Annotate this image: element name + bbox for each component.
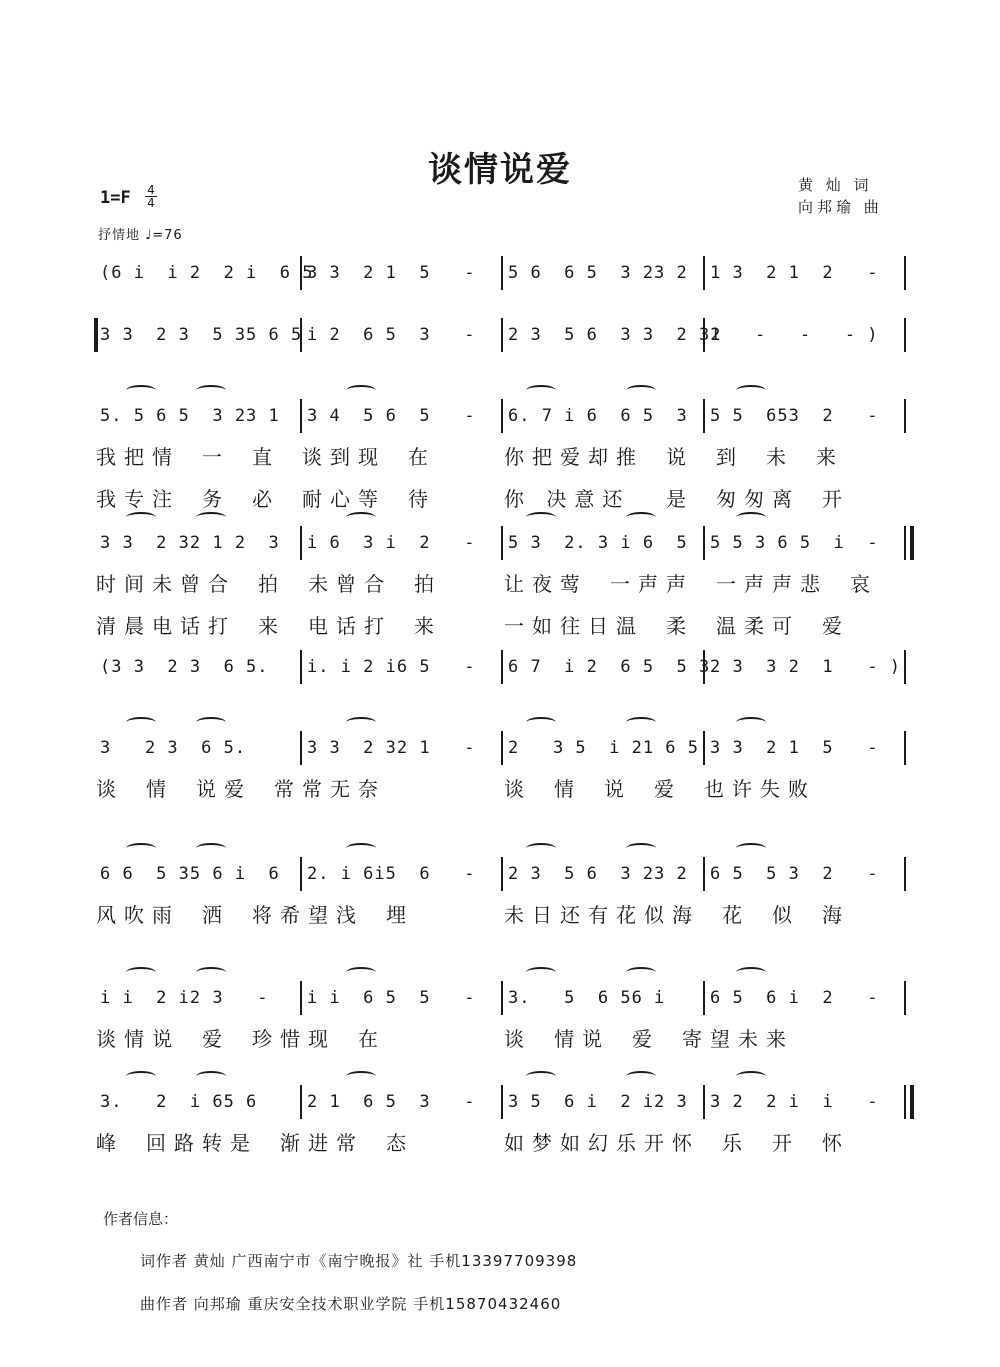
repeat-start-barline [94, 318, 98, 352]
slur-mark [736, 967, 766, 978]
lyric-word: 温柔可 [716, 614, 800, 638]
lyric-line [96, 441, 908, 467]
lyric-word: 拍 [258, 572, 286, 596]
slur-mark [126, 512, 156, 523]
measure: 1 - - - ) [710, 325, 879, 345]
lyric-line [96, 1023, 908, 1049]
barline [501, 526, 503, 560]
slur-mark [346, 967, 376, 978]
slur-mark [626, 717, 656, 728]
lyric-word: 态 [386, 1131, 414, 1155]
lyric-word: 似 [772, 903, 800, 927]
measure: (6 i i 2 2 i 6 5 [100, 263, 314, 283]
tempo-marking: 抒情地 ♩=76 [98, 228, 183, 243]
slur-mark [526, 967, 556, 978]
staff-system [96, 318, 908, 354]
measure: (3 3 2 3 6 5. [100, 657, 269, 677]
lyric-word: 说 [666, 445, 694, 469]
lyric-word: 爱 [632, 1027, 660, 1051]
lyric-word: 直 [252, 445, 280, 469]
measure: i 2 6 5 3 - [307, 325, 476, 345]
barline [703, 1085, 705, 1119]
staff-system [96, 650, 908, 686]
lyric-word: 一如往日温 [504, 614, 644, 638]
staff-system [96, 256, 908, 292]
measure: 5 6 6 5 3 23 2 [508, 263, 688, 283]
lyric-word: 匆匆离 [716, 487, 800, 511]
lyric-word: 哀 [850, 572, 878, 596]
lyric-word: 一 [202, 445, 230, 469]
lyric-word: 电话打 [308, 614, 392, 638]
slur-mark [626, 385, 656, 396]
lyric-word: 常常无奈 [274, 777, 386, 801]
staff-system [96, 981, 908, 1017]
lyric-line [96, 773, 908, 799]
lyric-line [96, 568, 908, 594]
barline [703, 526, 705, 560]
slur-mark [126, 967, 156, 978]
final-barline [910, 1085, 914, 1119]
lyric-word: 来 [816, 445, 844, 469]
lyric-word: 来 [414, 614, 442, 638]
barline [904, 526, 906, 560]
lyric-word: 寄望未来 [682, 1027, 794, 1051]
measure: i i 6 5 5 - [307, 988, 476, 1008]
lyric-word: 务 [202, 487, 230, 511]
slur-mark [126, 717, 156, 728]
measure: 3 5 6 i 2 i2 3 [508, 1092, 688, 1112]
lyric-word: 清晨电话打 [96, 614, 236, 638]
lyricist-info: 词作者 黄灿 广西南宁市《南宁晚报》社 手机13397709398 [140, 1252, 578, 1270]
measure: 3 2 2 i i - [710, 1092, 879, 1112]
slur-mark [736, 843, 766, 854]
lyric-word: 来 [258, 614, 286, 638]
lyric-word: 未 [766, 445, 794, 469]
slur-mark [626, 512, 656, 523]
slur-mark [346, 512, 376, 523]
measure: 3 3 2 3 5 35 6 5 [100, 325, 303, 345]
barline [501, 399, 503, 433]
lyric-word: 必 [252, 487, 280, 511]
lyric-line [96, 899, 908, 925]
barline [300, 650, 302, 684]
measure: 3 3 2 32 1 2 3 [100, 533, 280, 553]
barline [703, 399, 705, 433]
barline [904, 857, 906, 891]
slur-mark [626, 843, 656, 854]
measure: 2 3 5 6 3 3 2 32 [508, 325, 722, 345]
barline [501, 318, 503, 352]
lyric-line [96, 483, 908, 509]
lyric-word: 到 [716, 445, 744, 469]
lyric-word: 你把爱却推 [504, 445, 644, 469]
slur-mark [196, 1071, 226, 1082]
lyric-word: 开 [822, 487, 850, 511]
lyric-word: 情 [146, 777, 174, 801]
lyric-word: 爱 [202, 1027, 230, 1051]
measure: 6. 7 i 6 6 5 3 [508, 406, 688, 426]
slur-mark [346, 1071, 376, 1082]
barline [904, 981, 906, 1015]
slur-mark [196, 385, 226, 396]
staff-system [96, 1085, 908, 1121]
barline [300, 857, 302, 891]
lyric-line [96, 1127, 908, 1153]
barline [904, 399, 906, 433]
barline [703, 857, 705, 891]
slur-mark [196, 967, 226, 978]
barline [703, 650, 705, 684]
measure: 3 3 2 32 1 - [307, 738, 476, 758]
lyric-word: 未日还有花似海 [504, 903, 700, 927]
lyric-word: 拍 [414, 572, 442, 596]
measure: 3 3 2 1 5 - [307, 263, 476, 283]
measure: 5 5 3 6 5 i - [710, 533, 879, 553]
measure: 6 5 5 3 2 - [710, 864, 879, 884]
lyric-word: 是 [666, 487, 694, 511]
lyric-word: 在 [358, 1027, 386, 1051]
slur-mark [736, 1071, 766, 1082]
lyric-word: 让夜莺 [504, 572, 588, 596]
barline [904, 731, 906, 765]
lyric-word: 我把情 [96, 445, 180, 469]
final-barline [910, 526, 914, 560]
slur-mark [126, 385, 156, 396]
lyric-word: 怀 [822, 1131, 850, 1155]
lyric-word: 时间未曾合 [96, 572, 236, 596]
barline [501, 857, 503, 891]
slur-mark [526, 512, 556, 523]
slur-mark [626, 967, 656, 978]
barline [501, 981, 503, 1015]
measure: 3. 2 i 65 6 [100, 1092, 258, 1112]
lyric-word: 乐 [722, 1131, 750, 1155]
measure: 6 7 i 2 6 5 5 3 [508, 657, 711, 677]
slur-mark [736, 717, 766, 728]
barline [703, 256, 705, 290]
lyric-word: 爱 [822, 614, 850, 638]
measure: i. i 2 i6 5 - [307, 657, 476, 677]
barline [300, 731, 302, 765]
lyric-word: 谈 [504, 1027, 532, 1051]
barline [904, 650, 906, 684]
slur-mark [526, 717, 556, 728]
barline [501, 1085, 503, 1119]
lyric-word: 珍惜现 [252, 1027, 336, 1051]
lyric-word: 情说 [554, 1027, 610, 1051]
staff-system [96, 731, 908, 767]
lyric-word: 也许失败 [704, 777, 816, 801]
song-title: 谈情说爱 [428, 150, 572, 190]
slur-mark [346, 717, 376, 728]
barline [300, 256, 302, 290]
barline [501, 731, 503, 765]
barline [300, 981, 302, 1015]
barline [904, 256, 906, 290]
measure: 2 1 6 5 3 - [307, 1092, 476, 1112]
measure: 5. 5 6 5 3 23 1 [100, 406, 280, 426]
barline [501, 256, 503, 290]
lyric-word: 海 [822, 903, 850, 927]
lyric-word: 我专注 [96, 487, 180, 511]
author-info-heading: 作者信息： [103, 1210, 179, 1228]
slur-mark [126, 843, 156, 854]
staff-system [96, 526, 908, 562]
lyricist-credit: 黄 灿 词 [798, 176, 873, 194]
measure: 2 3 5 6 3 23 2 [508, 864, 688, 884]
key-signature: 1=F [100, 188, 131, 208]
slur-mark [526, 1071, 556, 1082]
lyric-word: 谈情说 [96, 1027, 180, 1051]
lyric-word: 谈 [96, 777, 124, 801]
lyric-word: 风吹雨 [96, 903, 180, 927]
lyric-word: 谈到现 [302, 445, 386, 469]
lyric-word: 情 [554, 777, 582, 801]
lyric-word: 耐心等 [302, 487, 386, 511]
measure: 3. 5 6 56 i [508, 988, 666, 1008]
lyric-word: 一声声 [610, 572, 694, 596]
lyric-word: 爱 [654, 777, 682, 801]
measure: 3 3 2 1 5 - [710, 738, 879, 758]
time-signature [145, 184, 157, 209]
measure: 2. i 6i5 6 - [307, 864, 476, 884]
barline [904, 318, 906, 352]
lyric-word: 渐进常 [280, 1131, 364, 1155]
lyric-word: 你 决意还 [504, 487, 631, 511]
slur-mark [346, 843, 376, 854]
measure: 6 5 6 i 2 - [710, 988, 879, 1008]
slur-mark [626, 1071, 656, 1082]
lyric-word: 一声声悲 [716, 572, 828, 596]
measure: i 6 3 i 2 - [307, 533, 476, 553]
barline [703, 318, 705, 352]
barline [501, 650, 503, 684]
measure: 5 3 2. 3 i 6 5 [508, 533, 688, 553]
lyric-word: 花 [722, 903, 750, 927]
time-signature-top: 4 [145, 184, 157, 197]
barline [904, 1085, 906, 1119]
barline [703, 731, 705, 765]
measure: 2 3 3 2 1 - ) [710, 657, 901, 677]
staff-system [96, 399, 908, 435]
lyric-word: 峰 [96, 1131, 124, 1155]
barline [703, 981, 705, 1015]
lyric-word: 说 [604, 777, 632, 801]
slur-mark [126, 1071, 156, 1082]
composer-info: 曲作者 向邦瑜 重庆安全技术职业学院 手机15870432460 [140, 1295, 562, 1313]
measure: i i 2 i2 3 - [100, 988, 269, 1008]
composer-credit: 向邦瑜 曲 [798, 198, 883, 216]
lyric-word: 说爱 [196, 777, 252, 801]
measure: 6 6 5 35 6 i 6 [100, 864, 280, 884]
slur-mark [346, 385, 376, 396]
time-signature-bottom: 4 [147, 196, 155, 210]
lyric-word: 如梦如幻乐开怀 [504, 1131, 700, 1155]
lyric-word: 开 [772, 1131, 800, 1155]
lyric-line [96, 610, 908, 636]
lyric-word: 柔 [666, 614, 694, 638]
lyric-word: 回路转是 [146, 1131, 258, 1155]
barline [300, 1085, 302, 1119]
slur-mark [526, 843, 556, 854]
lyric-word: 将希望浅 [252, 903, 364, 927]
measure: 3 4 5 6 5 - [307, 406, 476, 426]
measure: 2 3 5 i 21 6 5 [508, 738, 699, 758]
lyric-word: 谈 [504, 777, 532, 801]
lyric-word: 埋 [386, 903, 414, 927]
barline [300, 399, 302, 433]
slur-mark [196, 512, 226, 523]
slur-mark [526, 385, 556, 396]
measure: 3 2 3 6 5. [100, 738, 247, 758]
barline [300, 318, 302, 352]
lyric-word: 未曾合 [308, 572, 392, 596]
slur-mark [736, 385, 766, 396]
slur-mark [196, 843, 226, 854]
lyric-word: 洒 [202, 903, 230, 927]
slur-mark [736, 512, 766, 523]
measure: 1 3 2 1 2 - [710, 263, 879, 283]
slur-mark [196, 717, 226, 728]
measure: 5 5 653 2 - [710, 406, 879, 426]
lyric-word: 在 [408, 445, 436, 469]
staff-system [96, 857, 908, 893]
barline [300, 526, 302, 560]
lyric-word: 待 [408, 487, 436, 511]
